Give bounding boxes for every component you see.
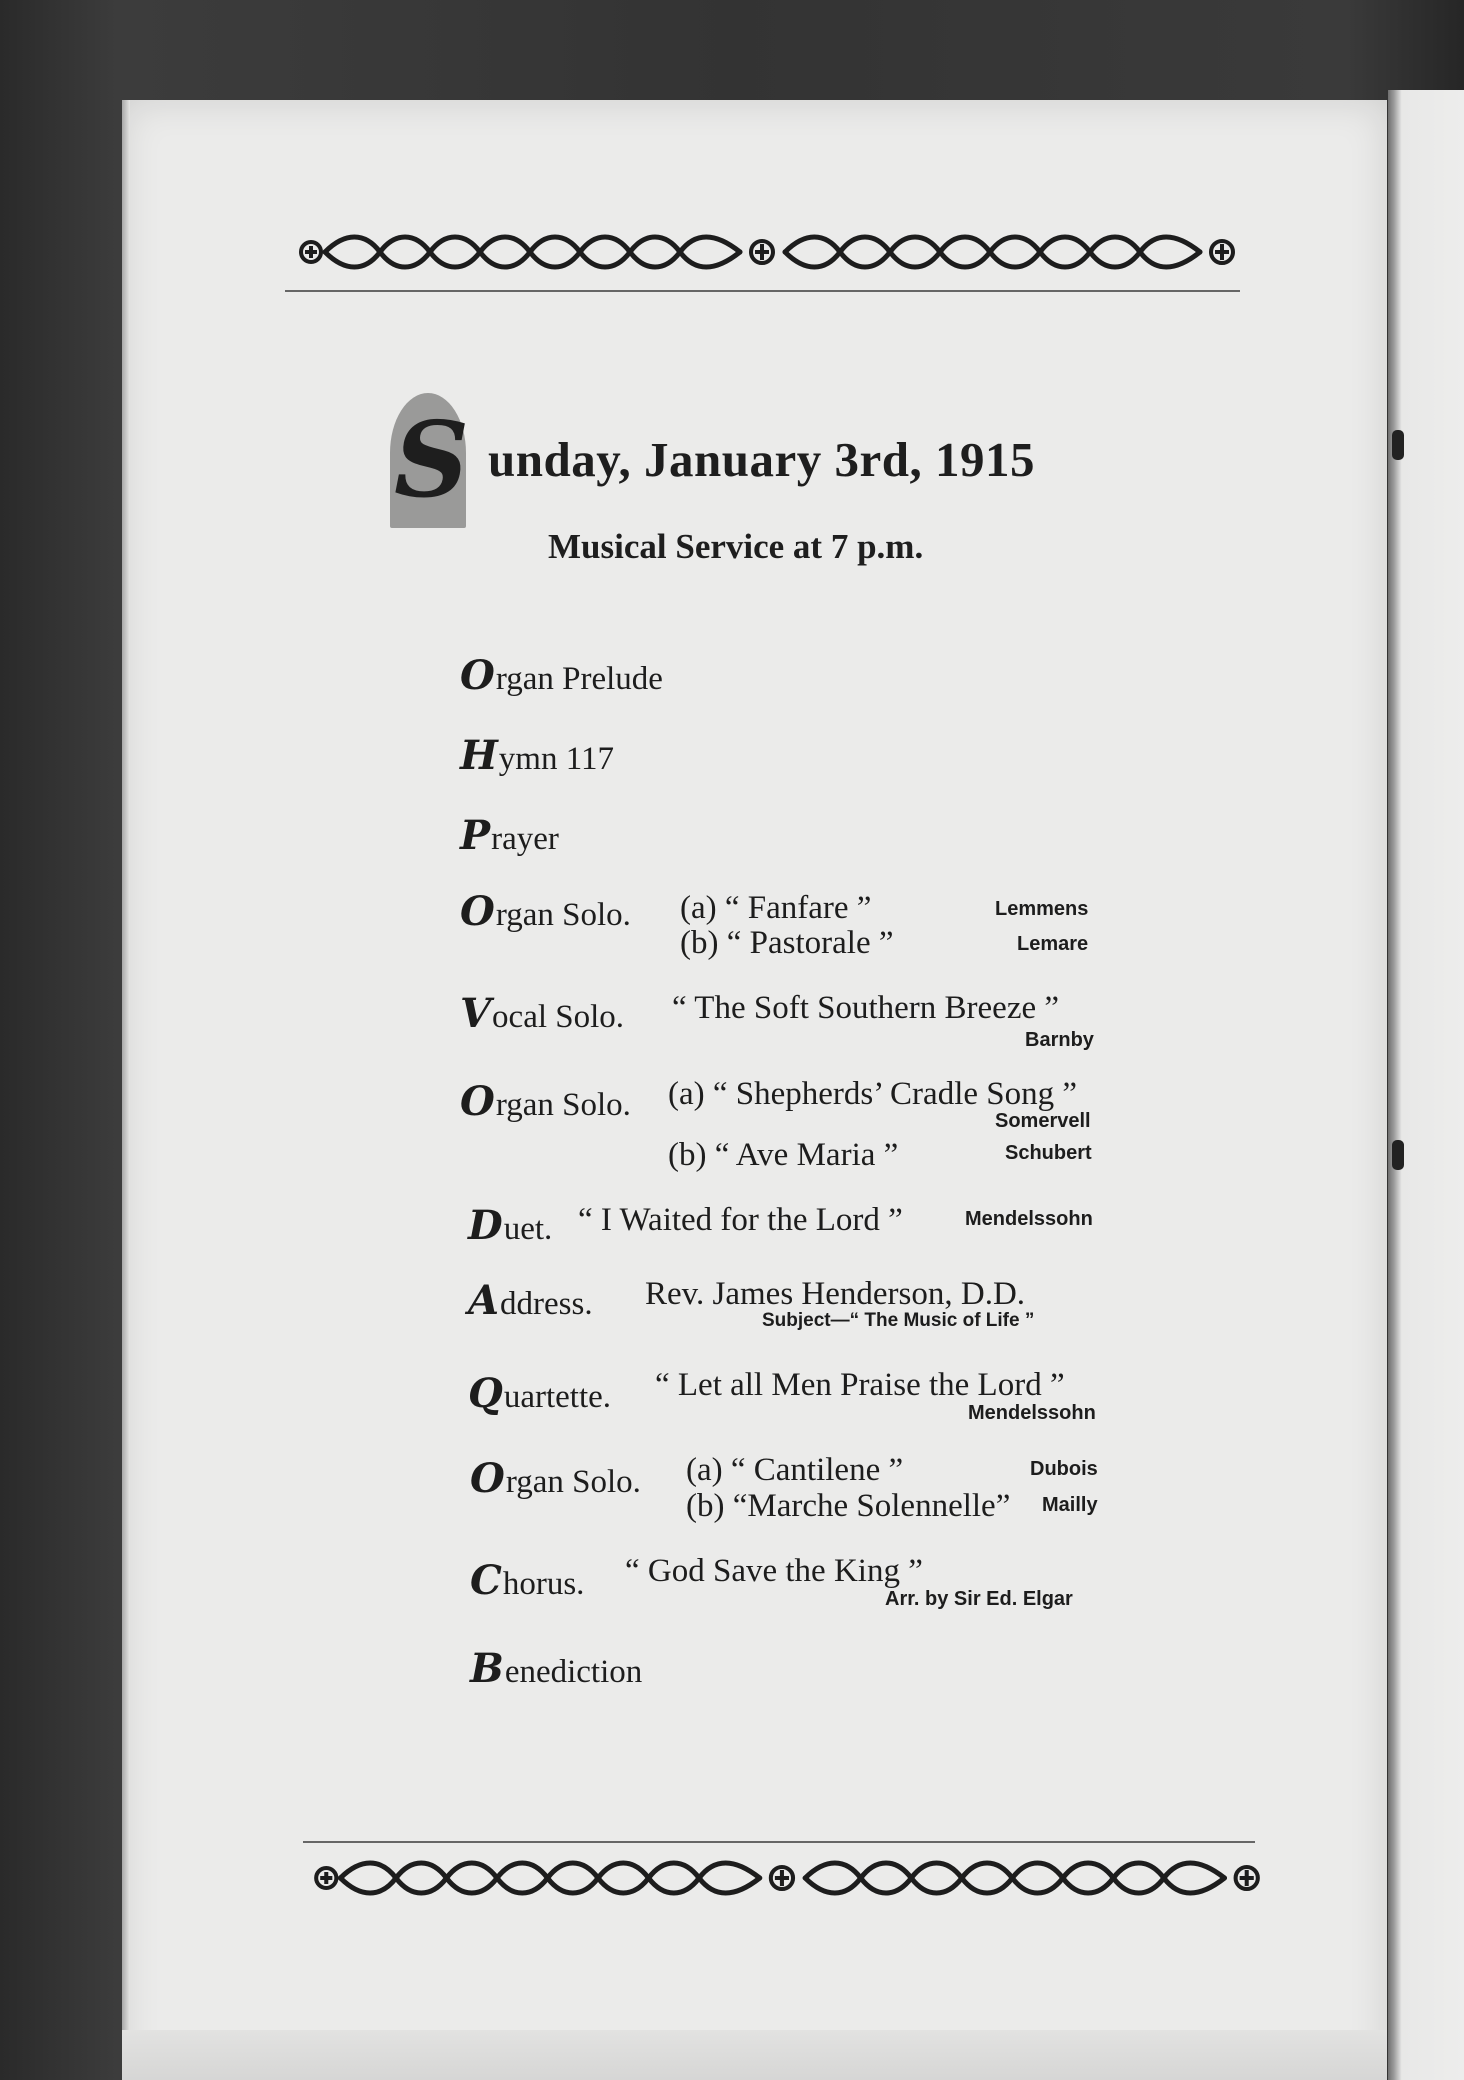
piece-title: (a) “ Shepherds’ Cradle Song ”: [668, 1076, 1078, 1112]
initial-letter: D: [468, 1202, 503, 1249]
item-label: rgan Solo.: [505, 1464, 641, 1500]
piece-title: “ The Soft Southern Breeze ”: [672, 990, 1060, 1026]
service-subtitle: Musical Service at 7 p.m.: [548, 527, 924, 566]
binding-mark: [1392, 430, 1404, 460]
initial-letter: O: [460, 1078, 495, 1125]
binding-mark: [1392, 1140, 1404, 1170]
program-item-organ-solo: [460, 888, 631, 935]
composer: Dubois: [1030, 1458, 1098, 1480]
composer: Lemare: [1017, 933, 1089, 955]
piece-title: (b) “ Pastorale ”: [680, 925, 894, 961]
item-label: rgan Solo.: [495, 1087, 631, 1123]
program-item-quartette: [468, 1370, 611, 1417]
program-item-organ-solo: [470, 1455, 641, 1502]
illuminated-initial-panel: [390, 393, 470, 528]
item-label: ocal Solo.: [492, 999, 625, 1035]
initial-letter: O: [460, 652, 495, 699]
program-item-address: [468, 1277, 593, 1324]
top-rule: [285, 290, 1240, 292]
top-ornament-border: [285, 222, 1250, 282]
illuminated-initial: S: [394, 398, 470, 521]
program-item-prayer: [460, 812, 559, 859]
initial-letter: C: [470, 1557, 502, 1604]
facing-page-edge: [1388, 90, 1464, 2080]
program-item-hymn: [460, 732, 614, 779]
composer: Lemmens: [995, 898, 1089, 920]
piece-title: (a) “ Fanfare ”: [680, 890, 872, 926]
item-label: rayer: [491, 821, 559, 857]
bottom-rule: [303, 1841, 1255, 1843]
piece-title: (b) “ Ave Maria ”: [668, 1137, 899, 1173]
program-item-organ-solo: [460, 1078, 631, 1125]
program-item-vocal-solo: [460, 990, 624, 1037]
initial-letter: H: [460, 732, 498, 779]
program-item-duet: [468, 1202, 552, 1249]
item-label: enediction: [504, 1654, 643, 1690]
initial-letter: Q: [468, 1370, 503, 1417]
composer: Mendelssohn: [965, 1208, 1093, 1230]
page-bottom-fold: [122, 2030, 1387, 2080]
item-label: ddress.: [500, 1286, 593, 1322]
item-label: uartette.: [503, 1379, 612, 1415]
initial-letter: B: [470, 1645, 504, 1692]
program-item-chorus: [470, 1557, 584, 1604]
program-item-organ-prelude: [460, 652, 663, 699]
piece-title: (b) “Marche Solennelle”: [686, 1488, 1011, 1524]
speaker-name: Rev. James Henderson, D.D.: [645, 1276, 1026, 1312]
service-date-heading: [390, 393, 1110, 533]
item-label: horus.: [502, 1566, 585, 1602]
piece-title: (a) “ Cantilene ”: [686, 1452, 904, 1488]
composer: Schubert: [1005, 1142, 1092, 1164]
piece-title: “ God Save the King ”: [625, 1553, 923, 1589]
composer: Barnby: [1025, 1029, 1094, 1051]
initial-letter: A: [468, 1277, 500, 1324]
initial-letter: O: [460, 888, 495, 935]
item-label: rgan Prelude: [495, 661, 663, 697]
initial-letter: V: [460, 990, 492, 1037]
composer: Mendelssohn: [968, 1402, 1096, 1424]
bottom-ornament-border: [300, 1848, 1275, 1908]
initial-letter: P: [460, 812, 491, 859]
service-date-title: unday, January 3rd, 1915: [488, 432, 1036, 487]
item-label: rgan Solo.: [495, 897, 631, 933]
composer: Somervell: [995, 1110, 1091, 1132]
piece-title: “ I Waited for the Lord ”: [578, 1202, 903, 1238]
program-item-benediction: [470, 1645, 642, 1692]
composer: Mailly: [1042, 1494, 1098, 1516]
address-subject: Subject—“ The Music of Life ”: [762, 1310, 1035, 1331]
initial-letter: O: [470, 1455, 505, 1502]
item-label: uet.: [503, 1211, 553, 1247]
item-label: ymn 117: [498, 741, 614, 777]
arranger: Arr. by Sir Ed. Elgar: [885, 1588, 1073, 1610]
piece-title: “ Let all Men Praise the Lord ”: [655, 1367, 1065, 1403]
